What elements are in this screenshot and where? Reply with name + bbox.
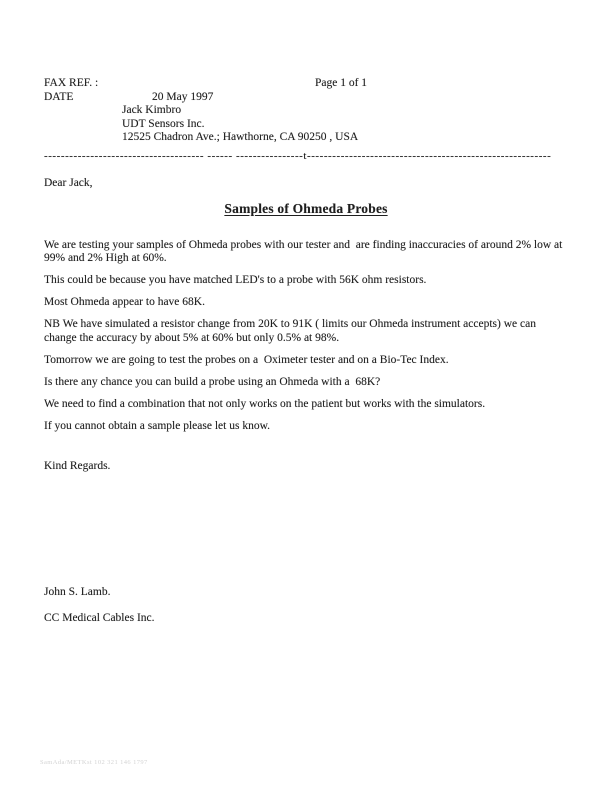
recipient-address: 12525 Chadron Ave.; Hawthorne, CA 90250 , USA — [122, 131, 359, 143]
fax-ref-label: FAX REF. : — [44, 77, 99, 89]
recipient-name: Jack Kimbro — [122, 104, 182, 116]
body-paragraph: We need to find a combination that not only works on the patient but works with the simulators. — [44, 397, 486, 410]
body-paragraph: This could be because you have matched LED's to a probe with 56K ohm resistors. — [44, 274, 427, 286]
recipient-company: UDT Sensors Inc. — [122, 117, 205, 130]
header-row-faxref — [44, 76, 568, 90]
body-paragraph: NB We have simulated a resistor change from 20K to 91K ( limits our Ohmeda instrument accepts) we can change the accuracy by about 5% at 60% but only 0.5% at 98%. — [44, 318, 539, 344]
signature-company: CC Medical Cables Inc. — [44, 612, 155, 624]
recipient-block — [122, 104, 568, 145]
body-paragraph: Is there any chance you can build a probe using an Ohmeda with a 68K? — [44, 375, 381, 388]
date-value: 20 May 1997 — [152, 91, 214, 103]
body-paragraph: Tomorrow we are going to test the probes on a Oximeter tester and on a Bio-Tec Index. — [44, 353, 449, 366]
header-row-date — [44, 90, 568, 104]
signature-name: John S. Lamb. — [44, 586, 111, 598]
letter-body — [44, 239, 568, 434]
body-paragraph: Most Ohmeda appear to have 68K. — [44, 296, 205, 308]
body-paragraph: We are testing your samples of Ohmeda probes with our tester and are finding inaccuracies of around 2% low at 99% and 2% High at 60%. — [44, 238, 566, 264]
letter-title — [44, 202, 568, 216]
body-paragraph: If you cannot obtain a sample please let us know. — [44, 419, 270, 432]
date-label: DATE — [44, 91, 74, 103]
letter-content — [44, 76, 568, 625]
closing: Kind Regards. — [44, 460, 111, 472]
dashed-separator: -------------------------------------- ------ ----------------t---------------------------------------------------------- — [44, 149, 552, 162]
footer-stamp: SamAda/METKst 102 321 146 1797 — [40, 759, 148, 766]
page-number: Page 1 of 1 — [315, 77, 368, 89]
letter-title-text: Samples of Ohmeda Probes — [224, 200, 388, 216]
salutation: Dear Jack, — [44, 176, 93, 189]
